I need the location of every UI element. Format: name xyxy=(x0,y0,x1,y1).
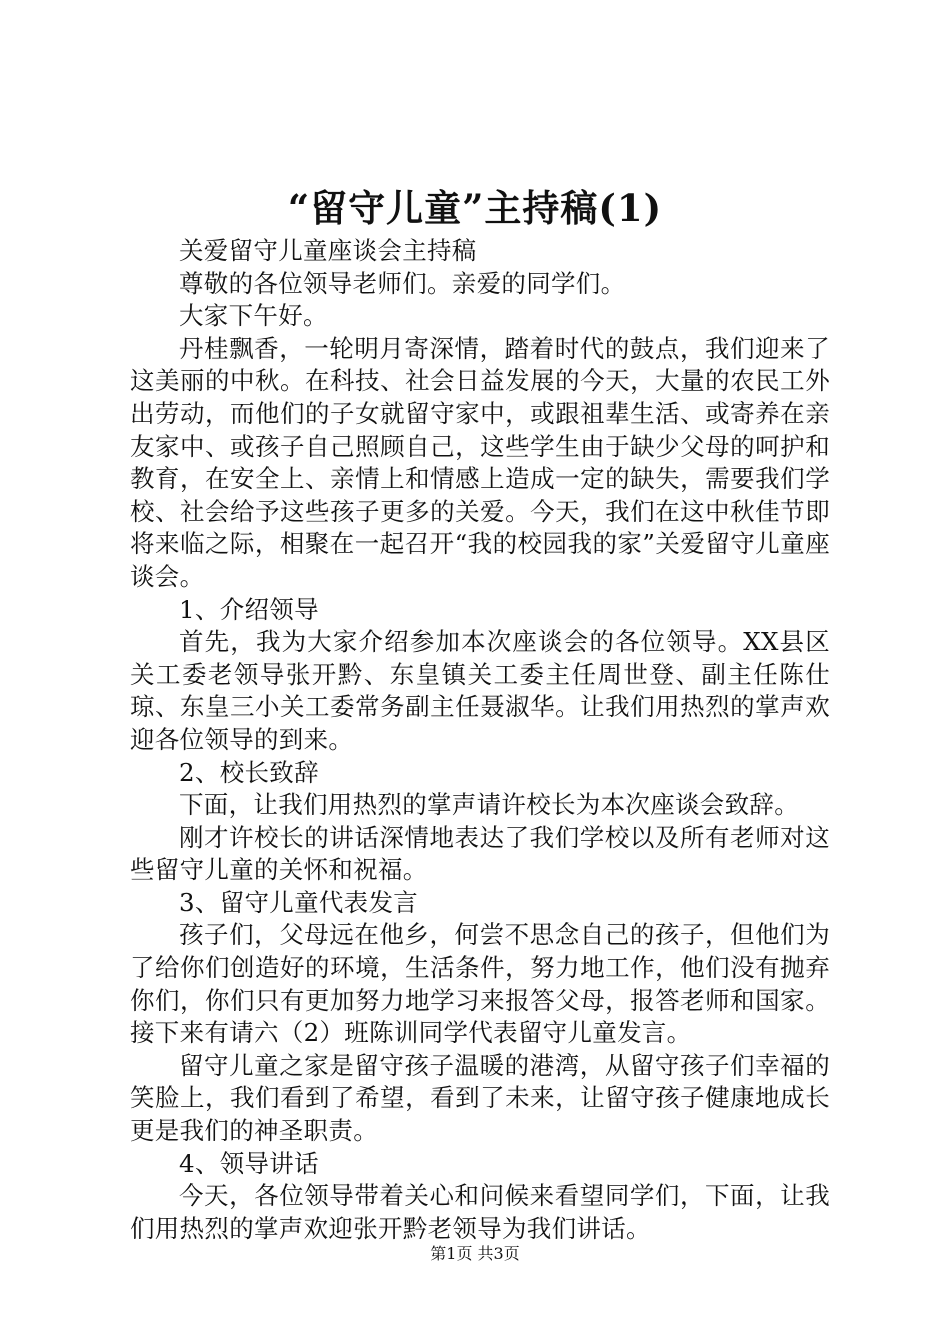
paragraph-leaders: 首先，我为大家介绍参加本次座谈会的各位领导。XX县区关工委老领导张开黔、东皇镇关工委主任周世登、副主任陈仕琼、东皇三小关工委常务副主任聂淑华。让我们用热烈的掌声欢迎各位领导的到来。 xyxy=(130,627,830,754)
paragraph-principal-thanks: 刚才许校长的讲话深情地表达了我们学校以及所有老师对这些留守儿童的关怀和祝福。 xyxy=(130,822,830,885)
section-heading-4: 4、领导讲话 xyxy=(179,1148,319,1178)
paragraph-opening: 丹桂飘香，一轮明月寄深情，踏着时代的鼓点，我们迎来了这美丽的中秋。在科技、社会日益发展的今天，大量的农民工外出劳动，而他们的子女就留守家中，或跟祖辈生活、或寄养在亲友家中、或孩子自己照顾自己，这些学生由于缺少父母的呵护和教育，在安全上、亲情上和情感上造成一定的缺失，需要我们学校、社会给予这些孩子更多的关爱。今天，我们在这中秋佳节即将来临之际，相聚在一起召开“我的校园我的家”关爱留守儿童座谈会。 xyxy=(130,333,830,591)
page-number: 第1页 共3页 xyxy=(430,1244,520,1263)
section-heading-2: 2、校长致辞 xyxy=(179,757,319,787)
paragraph-children: 孩子们，父母远在他乡，何尝不思念自己的孩子，但他们为了给你们创造好的环境，生活条件，努力地工作，他们没有抛弃你们，你们只有更加努力地学习来报答父母，报答老师和国家。接下来有请六（2）班陈训同学代表留守儿童发言。 xyxy=(130,920,830,1048)
document-title: “留守儿童”主持稿(1) xyxy=(287,186,663,230)
paragraph-salutation: 尊敬的各位领导老师们。亲爱的同学们。 xyxy=(179,268,626,298)
paragraph-heading: 关爱留守儿童座谈会主持稿 xyxy=(179,236,477,265)
paragraph-greeting: 大家下午好。 xyxy=(179,301,328,331)
section-heading-1: 1、介绍领导 xyxy=(179,594,319,624)
paragraph-leader-speech: 今天，各位领导带着关心和问候来看望同学们，下面，让我们用热烈的掌声欢迎张开黔老领导为我们讲话。 xyxy=(130,1181,830,1243)
document-body xyxy=(130,235,830,1245)
paragraph-home: 留守儿童之家是留守孩子温暖的港湾，从留守孩子们幸福的笑脸上，我们看到了希望，看到了未来，让留守孩子健康地成长更是我们的神圣职责。 xyxy=(130,1050,830,1146)
paragraph-principal: 下面，让我们用热烈的掌声请许校长为本次座谈会致辞。 xyxy=(179,790,799,820)
section-heading-3: 3、留守儿童代表发言 xyxy=(179,887,419,917)
